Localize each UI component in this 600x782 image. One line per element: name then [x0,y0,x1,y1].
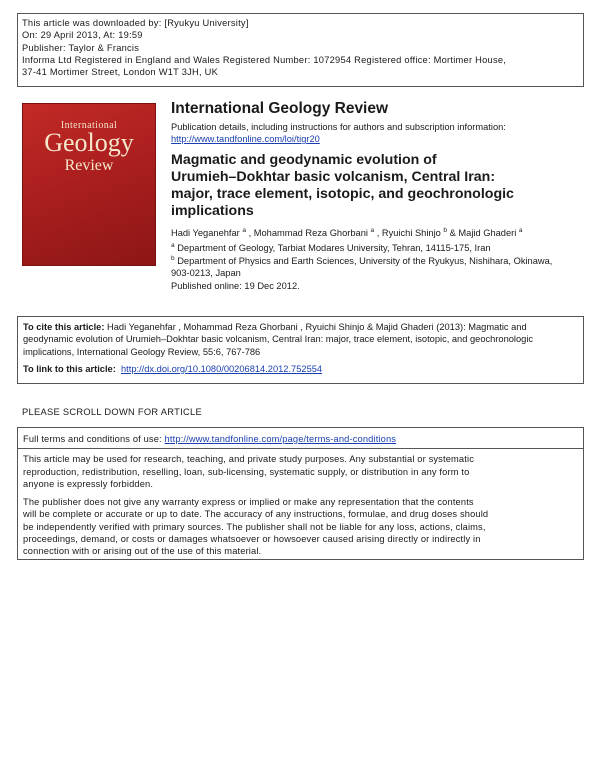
cover-international: International [60,120,118,131]
terms-link[interactable]: http://www.tandfonline.com/page/terms-and-conditions [164,434,397,444]
scroll-notice: PLEASE SCROLL DOWN FOR ARTICLE [22,407,203,417]
article-title-line: Urumieh–Dokhtar basic volcanism, Central Iran: [171,169,496,185]
doi-link[interactable]: http://dx.doi.org/10.1080/00206814.2012.752554 [120,363,323,374]
divider [18,448,583,449]
citation-text: geodynamic evolution of Urumieh–Dokhtar basic volcanism, Central Iran: major, trace element, isotopic, and geochronologic [23,334,534,345]
journal-link[interactable]: http://www.tandfonline.com/loi/tigr20 [171,134,320,144]
terms-box [17,427,584,560]
affiliation-mark-b: b [171,254,175,262]
author-affiliation-mark: a [518,226,523,234]
author-name: Mohammad Reza Ghorbani [253,228,368,238]
terms-paragraph-1 [23,453,578,490]
terms-text: anyone is expressly forbidden. [23,478,154,489]
download-line: 37-41 Mortimer Street, London W1T 3JH, UK [22,67,219,78]
author-affiliation-mark: b [443,226,448,234]
article-title-line: major, trace element, isotopic, and geochronologic [171,186,514,202]
affiliation-mark-a: a [171,241,175,249]
article-title [171,152,514,220]
author-name: Majid Ghaderi [458,228,517,238]
citation-label: To cite this article: [23,322,105,332]
terms-paragraph-2 [23,496,578,557]
terms-text: The publisher does not give any warranty express or implied or make any representation that the contents [23,497,474,508]
author-separator: & [447,228,459,238]
author-list [171,228,523,238]
affiliation-a [171,242,552,255]
citation-text: implications, International Geology Review, 55:6, 767-786 [23,346,261,357]
download-line: Informa Ltd Registered in England and Wales Registered Number: 1072954 Registered office: Mortimer House, [22,54,507,65]
terms-prefix: Full terms and conditions of use: [23,434,165,444]
cover-review: Review [64,157,114,174]
citation-box [17,316,584,384]
link-label: To link to this article: [23,363,116,374]
citation-text: Hadi Yeganehfar , Mohammad Reza Ghorbani , Ryuichi Shinjo & Majid Ghaderi (2013): Magmatic and [104,322,527,332]
published-date: Published online: 19 Dec 2012. [171,280,300,291]
terms-text: proceedings, demand, or costs or damages whatsoever or howsoever caused arising directly or indirectly in [23,534,481,545]
article-title-line: implications [171,203,254,219]
affiliation-b-text: Department of Physics and Earth Sciences, University of the Ryukyus, Nishihara, Okinawa, [177,255,553,266]
author-separator: , [245,228,254,238]
terms-line [23,433,578,445]
author-separator: , [374,228,382,238]
author-name: Hadi Yeganehfar [171,228,240,238]
download-line: Publisher: Taylor & Francis [22,42,140,53]
link-line [23,363,578,375]
author-affiliation-mark: a [242,226,246,234]
publication-details-text: Publication details, including instructions for authors and subscription information: [171,122,506,132]
citation-line [23,321,578,333]
journal-title: International Geology Review [171,100,389,117]
affiliations [171,242,552,292]
download-line: This article was downloaded by: [Ryukyu University] [22,18,249,28]
terms-text: This article may be used for research, teaching, and private study purposes. Any substantial or systematic [23,454,475,465]
cover-geology: Geology [44,128,134,157]
terms-text: connection with or arising out of the use of this material. [23,546,262,557]
terms-text: be independently verified with primary sources. The publisher shall not be liable for any loss, actions, claims, [23,521,486,532]
author-name: Ryuichi Shinjo [381,228,441,238]
author-affiliation-mark: a [370,226,375,234]
article-title-line: Magmatic and geodynamic evolution of [171,152,437,168]
publication-details [171,121,506,145]
terms-text: reproduction, redistribution, reselling, loan, sub-licensing, systematic supply, or distribution in any form to [23,466,470,477]
download-line: On: 29 April 2013, At: 19:59 [22,30,143,41]
affiliation-a-text: Department of Geology, Tarbiat Modares University, Tehran, 14115-175, Iran [177,243,491,253]
terms-text: will be complete or accurate or up to date. The accuracy of any instructions, formulae, and drug doses should [23,509,489,520]
download-notice-box [17,13,584,87]
journal-cover-image [22,103,156,266]
affiliation-b [171,255,552,268]
affiliation-b-cont: 903-0213, Japan [171,268,241,278]
